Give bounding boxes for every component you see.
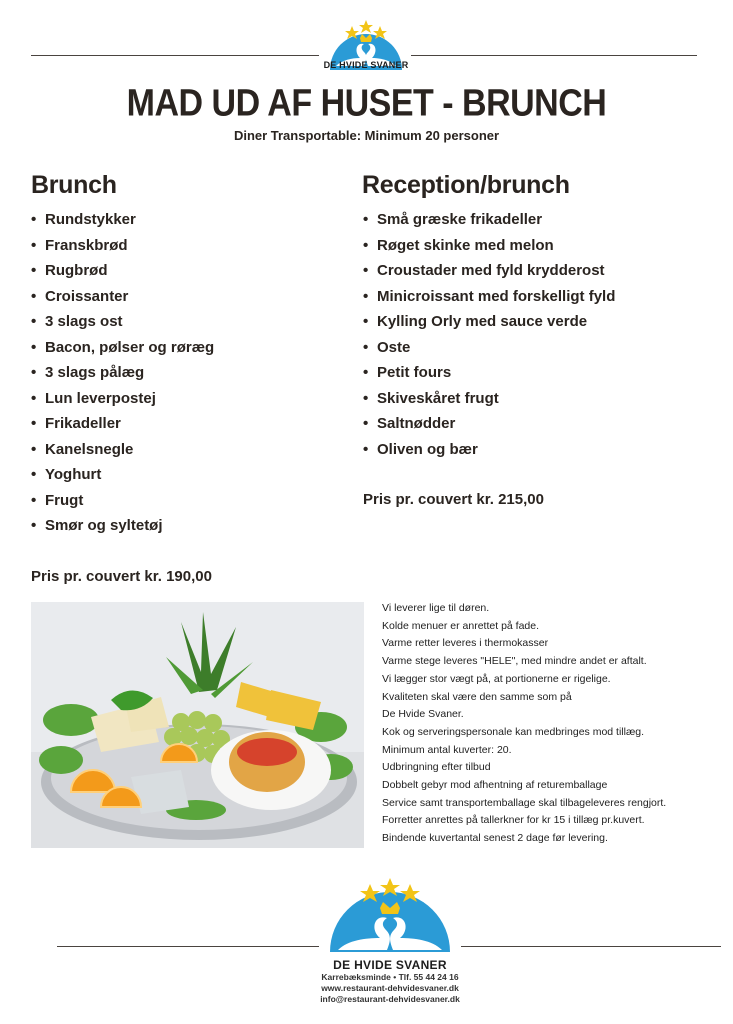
info-list [382,600,722,848]
info-line: Dobbelt gebyr mod afhentning af returemballage [382,779,608,792]
top-rule-right [411,55,697,56]
list-item: • Petit fours [363,364,452,381]
info-line: Vi lægger stor vægt på, at portionerne er rigelige. [382,672,611,685]
info-line: Forretter anrettes på tallerkner for kr 15 i tillæg pr.kuvert. [382,814,645,827]
swan-logo-icon [326,878,454,954]
list-item: • Skiveskåret frugt [363,389,499,407]
info-line: Service samt transportemballage skal tilbageleveres rengjort. [382,796,667,809]
page-subtitle: Diner Transportable: Minimum 20 personer [233,128,500,143]
list-item: • Lun leverpostej [31,389,156,407]
brunch-heading: Brunch [31,171,117,199]
reception-list [363,209,615,464]
list-item: • Rundstykker [31,211,136,228]
food-platter-image [31,602,364,848]
platter-illustration-icon [31,602,364,848]
info-line: Vi leverer lige til døren. [382,602,490,614]
list-item: • Saltnødder [363,415,456,432]
info-line: Kvaliteten skal være den samme som på [382,690,572,703]
info-line: Varme retter leveres i thermokasser [382,637,549,650]
list-item: • Rugbrød [31,262,108,279]
reception-price: Pris pr. couvert kr. 215,00 [363,491,544,508]
list-item: • Yoghurt [31,466,102,483]
website-link[interactable]: www.restaurant-dehvidesvaner.dk [321,983,459,993]
brand-name-top: DE HVIDE SVANER [323,60,409,70]
list-item: • Røget skinke med melon [363,236,554,254]
bottom-rule-left [57,946,319,947]
page-title: MAD UD AF HUSET - BRUNCH [126,82,607,125]
list-item: • Smør og syltetøj [31,517,163,534]
list-item: • Bacon, pølser og røræg [31,338,215,356]
info-line: Varme stege leveres "HELE", med mindre andet er aftalt. [382,655,647,668]
list-item: • Små græske frikadeller [363,211,543,228]
info-line: Kolde menuer er anrettet på fade. [382,619,540,632]
list-item: • Croustader med fyld krydderost [363,262,605,279]
list-item: • Oliven og bær [363,440,478,458]
list-item: • 3 slags pålæg [31,364,145,381]
info-line: Bindende kuvertantal senest 2 dage før levering. [382,832,608,845]
top-rule-left [31,55,319,56]
brand-name-bottom: DE HVIDE SVANER [333,958,447,972]
info-line: De Hvide Svaner. [382,708,464,721]
info-line: Udbringning efter tilbud [382,761,491,774]
address-phone: Karrebæksminde • Tlf. 55 44 24 16 [321,972,459,982]
email-link[interactable]: info@restaurant-dehvidesvaner.dk [320,994,460,1004]
bottom-rule-right [461,946,721,947]
list-item: • Frugt [31,491,84,509]
list-item: • Frikadeller [31,415,121,432]
contact-block [300,958,480,1005]
list-item: • Minicroissant med forskelligt fyld [363,287,616,305]
brunch-list [31,209,214,541]
list-item: • Oste [363,338,411,356]
info-line: Minimum antal kuverter: 20. [382,743,512,756]
info-line: Kok og serveringspersonale kan medbringes mod tillæg. [382,725,645,738]
list-item: • Kylling Orly med sauce verde [363,313,588,330]
brunch-price: Pris pr. couvert kr. 190,00 [31,568,212,585]
reception-heading: Reception/brunch [362,171,570,199]
list-item: • Kanelsnegle [31,440,134,458]
list-item: • Franskbrød [31,236,128,254]
list-item: • 3 slags ost [31,313,123,330]
list-item: • Croissanter [31,287,129,305]
